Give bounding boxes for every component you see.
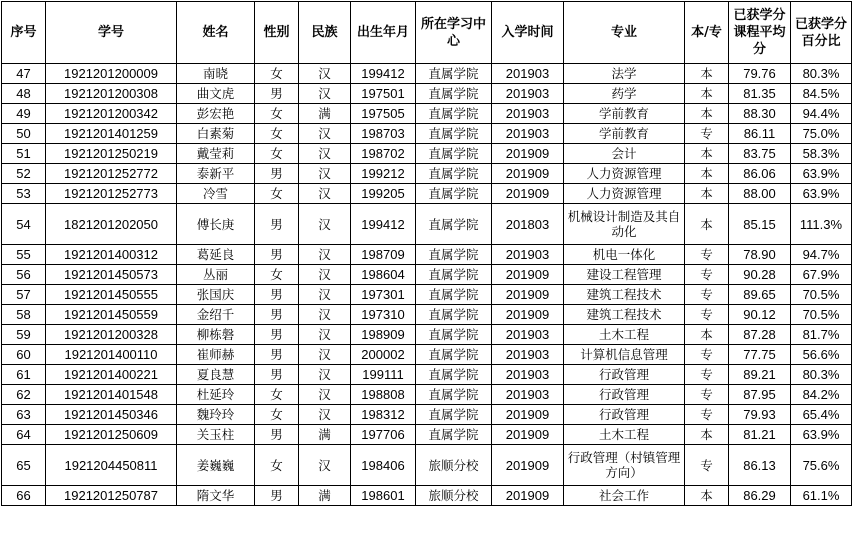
table-cell: 198709	[351, 245, 416, 265]
table-cell: 201909	[492, 144, 564, 164]
table-cell: 75.0%	[791, 124, 852, 144]
table-cell: 81.35	[729, 84, 791, 104]
table-row	[2, 245, 852, 265]
table-cell: 本	[685, 104, 729, 124]
table-cell: 65	[2, 445, 46, 486]
table-cell: 55	[2, 245, 46, 265]
table-row	[2, 84, 852, 104]
table-cell: 48	[2, 84, 46, 104]
table-row	[2, 265, 852, 285]
table-cell: 50	[2, 124, 46, 144]
table-cell: 直属学院	[416, 124, 492, 144]
table-cell: 专	[685, 385, 729, 405]
table-cell: 男	[255, 325, 299, 345]
table-cell: 满	[299, 486, 351, 506]
table-cell: 专	[685, 265, 729, 285]
table-cell: 201903	[492, 345, 564, 365]
table-cell: 70.5%	[791, 305, 852, 325]
table-cell: 专	[685, 305, 729, 325]
table-cell: 201903	[492, 325, 564, 345]
table-cell: 81.21	[729, 425, 791, 445]
table-cell: 彭宏艳	[177, 104, 255, 124]
table-cell: 建设工程管理	[564, 265, 685, 285]
table-cell: 1921201252772	[46, 164, 177, 184]
header-cell: 民族	[299, 2, 351, 64]
table-cell: 198703	[351, 124, 416, 144]
table-cell: 201903	[492, 64, 564, 84]
table-cell: 1921201200009	[46, 64, 177, 84]
table-cell: 94.7%	[791, 245, 852, 265]
table-cell: 1921201450346	[46, 405, 177, 425]
table-cell: 直属学院	[416, 365, 492, 385]
table-cell: 直属学院	[416, 345, 492, 365]
table-cell: 201903	[492, 245, 564, 265]
header-cell: 姓名	[177, 2, 255, 64]
table-cell: 201909	[492, 285, 564, 305]
table-cell: 曲文虎	[177, 84, 255, 104]
table-cell: 专	[685, 285, 729, 305]
table-cell: 专	[685, 245, 729, 265]
table-cell: 汉	[299, 164, 351, 184]
table-cell: 本	[685, 325, 729, 345]
table-cell: 本	[685, 204, 729, 245]
table-cell: 1821201202050	[46, 204, 177, 245]
table-cell: 1921201200328	[46, 325, 177, 345]
table-cell: 1921201401259	[46, 124, 177, 144]
table-cell: 直属学院	[416, 425, 492, 445]
table-cell: 86.06	[729, 164, 791, 184]
header-cell: 已获学分课程平均分	[729, 2, 791, 64]
table-cell: 法学	[564, 64, 685, 84]
table-cell: 旅顺分校	[416, 486, 492, 506]
table-cell: 行政管理	[564, 385, 685, 405]
table-cell: 会计	[564, 144, 685, 164]
table-cell: 1921201400221	[46, 365, 177, 385]
table-cell: 女	[255, 124, 299, 144]
table-cell: 女	[255, 64, 299, 84]
table-cell: 198909	[351, 325, 416, 345]
table-row	[2, 445, 852, 486]
header-cell: 专业	[564, 2, 685, 64]
table-row	[2, 365, 852, 385]
table-cell: 61	[2, 365, 46, 385]
table-cell: 1921201252773	[46, 184, 177, 204]
table-cell: 201803	[492, 204, 564, 245]
table-cell: 201903	[492, 84, 564, 104]
table-cell: 本	[685, 64, 729, 84]
table-cell: 男	[255, 305, 299, 325]
table-cell: 198601	[351, 486, 416, 506]
table-cell: 79.76	[729, 64, 791, 84]
student-records-table	[1, 1, 852, 506]
table-cell: 白素菊	[177, 124, 255, 144]
table-cell: 男	[255, 345, 299, 365]
table-cell: 64	[2, 425, 46, 445]
table-cell: 80.3%	[791, 64, 852, 84]
table-cell: 土木工程	[564, 325, 685, 345]
header-cell: 所在学习中心	[416, 2, 492, 64]
table-cell: 201909	[492, 445, 564, 486]
table-cell: 金绍千	[177, 305, 255, 325]
table-cell: 专	[685, 345, 729, 365]
table-cell: 56	[2, 265, 46, 285]
table-cell: 行政管理	[564, 405, 685, 425]
table-cell: 201909	[492, 425, 564, 445]
table-cell: 本	[685, 425, 729, 445]
table-cell: 直属学院	[416, 265, 492, 285]
table-cell: 直属学院	[416, 405, 492, 425]
table-cell: 男	[255, 204, 299, 245]
table-cell: 63.9%	[791, 184, 852, 204]
table-cell: 魏玲玲	[177, 405, 255, 425]
table-cell: 81.7%	[791, 325, 852, 345]
header-cell: 本/专	[685, 2, 729, 64]
table-cell: 1921201400312	[46, 245, 177, 265]
table-cell: 汉	[299, 345, 351, 365]
table-cell: 傅长庚	[177, 204, 255, 245]
table-cell: 58	[2, 305, 46, 325]
table-cell: 70.5%	[791, 285, 852, 305]
table-cell: 90.12	[729, 305, 791, 325]
table-cell: 丛丽	[177, 265, 255, 285]
table-cell: 197310	[351, 305, 416, 325]
table-row	[2, 144, 852, 164]
table-cell: 57	[2, 285, 46, 305]
table-cell: 姜巍巍	[177, 445, 255, 486]
table-cell: 建筑工程技术	[564, 285, 685, 305]
table-cell: 男	[255, 425, 299, 445]
table-cell: 201909	[492, 265, 564, 285]
table-cell: 社会工作	[564, 486, 685, 506]
header-cell: 学号	[46, 2, 177, 64]
table-cell: 汉	[299, 64, 351, 84]
table-cell: 198312	[351, 405, 416, 425]
table-cell: 201909	[492, 486, 564, 506]
table-cell: 满	[299, 425, 351, 445]
table-cell: 1921201400110	[46, 345, 177, 365]
table-cell: 83.75	[729, 144, 791, 164]
table-cell: 夏良慧	[177, 365, 255, 385]
table-row	[2, 305, 852, 325]
table-cell: 1921201250609	[46, 425, 177, 445]
table-body	[2, 64, 852, 506]
table-cell: 药学	[564, 84, 685, 104]
table-cell: 86.11	[729, 124, 791, 144]
table-cell: 201909	[492, 184, 564, 204]
table-row	[2, 325, 852, 345]
table-cell: 63.9%	[791, 425, 852, 445]
table-cell: 201909	[492, 405, 564, 425]
table-cell: 行政管理（村镇管理方向）	[564, 445, 685, 486]
table-cell: 90.28	[729, 265, 791, 285]
table-row	[2, 124, 852, 144]
table-cell: 67.9%	[791, 265, 852, 285]
table-cell: 女	[255, 385, 299, 405]
table-cell: 直属学院	[416, 285, 492, 305]
table-cell: 198406	[351, 445, 416, 486]
table-cell: 1921201450555	[46, 285, 177, 305]
table-cell: 201909	[492, 164, 564, 184]
header-row	[2, 2, 852, 64]
table-row	[2, 405, 852, 425]
table-cell: 1921204450811	[46, 445, 177, 486]
table-cell: 201909	[492, 305, 564, 325]
table-cell: 88.00	[729, 184, 791, 204]
table-cell: 本	[685, 184, 729, 204]
table-cell: 63	[2, 405, 46, 425]
table-cell: 201903	[492, 365, 564, 385]
table-cell: 1921201250219	[46, 144, 177, 164]
table-cell: 75.6%	[791, 445, 852, 486]
table-cell: 汉	[299, 204, 351, 245]
table-cell: 本	[685, 84, 729, 104]
table-cell: 111.3%	[791, 204, 852, 245]
table-cell: 汉	[299, 305, 351, 325]
table-cell: 60	[2, 345, 46, 365]
table-cell: 89.65	[729, 285, 791, 305]
table-cell: 197301	[351, 285, 416, 305]
table-cell: 男	[255, 164, 299, 184]
table-cell: 89.21	[729, 365, 791, 385]
table-cell: 柳栋磐	[177, 325, 255, 345]
table-cell: 女	[255, 445, 299, 486]
table-cell: 专	[685, 445, 729, 486]
header-cell: 性别	[255, 2, 299, 64]
table-cell: 隋文华	[177, 486, 255, 506]
table-cell: 1921201401548	[46, 385, 177, 405]
table-cell: 专	[685, 124, 729, 144]
table-cell: 94.4%	[791, 104, 852, 124]
table-cell: 男	[255, 245, 299, 265]
table-cell: 专	[685, 365, 729, 385]
table-cell: 86.29	[729, 486, 791, 506]
table-cell: 直属学院	[416, 64, 492, 84]
table-cell: 汉	[299, 385, 351, 405]
table-cell: 87.95	[729, 385, 791, 405]
table-cell: 汉	[299, 245, 351, 265]
table-cell: 男	[255, 84, 299, 104]
table-cell: 汉	[299, 285, 351, 305]
table-cell: 1921201250787	[46, 486, 177, 506]
table-cell: 201903	[492, 104, 564, 124]
table-cell: 女	[255, 184, 299, 204]
table-cell: 汉	[299, 405, 351, 425]
table-cell: 197505	[351, 104, 416, 124]
table-cell: 汉	[299, 325, 351, 345]
table-cell: 201903	[492, 124, 564, 144]
table-cell: 学前教育	[564, 104, 685, 124]
table-cell: 53	[2, 184, 46, 204]
table-cell: 86.13	[729, 445, 791, 486]
table-cell: 旅顺分校	[416, 445, 492, 486]
table-cell: 52	[2, 164, 46, 184]
table-cell: 87.28	[729, 325, 791, 345]
table-cell: 79.93	[729, 405, 791, 425]
table-cell: 84.2%	[791, 385, 852, 405]
table-cell: 南晓	[177, 64, 255, 84]
table-cell: 汉	[299, 265, 351, 285]
table-cell: 直属学院	[416, 305, 492, 325]
table-cell: 直属学院	[416, 325, 492, 345]
table-cell: 54	[2, 204, 46, 245]
table-cell: 本	[685, 486, 729, 506]
table-cell: 78.90	[729, 245, 791, 265]
table-cell: 直属学院	[416, 164, 492, 184]
table-row	[2, 425, 852, 445]
table-cell: 1921201450559	[46, 305, 177, 325]
table-cell: 66	[2, 486, 46, 506]
table-cell: 197706	[351, 425, 416, 445]
table-cell: 张国庆	[177, 285, 255, 305]
table-cell: 201903	[492, 385, 564, 405]
table-cell: 200002	[351, 345, 416, 365]
header-cell: 序号	[2, 2, 46, 64]
table-cell: 葛延良	[177, 245, 255, 265]
table-cell: 85.15	[729, 204, 791, 245]
table-cell: 65.4%	[791, 405, 852, 425]
table-cell: 1921201450573	[46, 265, 177, 285]
table-cell: 51	[2, 144, 46, 164]
table-cell: 59	[2, 325, 46, 345]
table-row	[2, 64, 852, 84]
table-cell: 崔师赫	[177, 345, 255, 365]
table-cell: 63.9%	[791, 164, 852, 184]
table-row	[2, 385, 852, 405]
table-cell: 汉	[299, 184, 351, 204]
table-cell: 47	[2, 64, 46, 84]
table-cell: 土木工程	[564, 425, 685, 445]
table-cell: 直属学院	[416, 104, 492, 124]
table-row	[2, 184, 852, 204]
table-cell: 56.6%	[791, 345, 852, 365]
table-cell: 直属学院	[416, 385, 492, 405]
table-cell: 61.1%	[791, 486, 852, 506]
table-cell: 杜延玲	[177, 385, 255, 405]
table-row	[2, 486, 852, 506]
table-cell: 女	[255, 265, 299, 285]
table-cell: 冷雪	[177, 184, 255, 204]
table-cell: 汉	[299, 144, 351, 164]
table-cell: 汉	[299, 365, 351, 385]
table-cell: 女	[255, 405, 299, 425]
table-cell: 直属学院	[416, 204, 492, 245]
table-cell: 机电一体化	[564, 245, 685, 265]
table-cell: 汉	[299, 84, 351, 104]
table-cell: 机械设计制造及其自动化	[564, 204, 685, 245]
table-cell: 199212	[351, 164, 416, 184]
table-cell: 男	[255, 285, 299, 305]
table-cell: 男	[255, 486, 299, 506]
table-cell: 199111	[351, 365, 416, 385]
table-cell: 汉	[299, 445, 351, 486]
table-cell: 行政管理	[564, 365, 685, 385]
table-cell: 62	[2, 385, 46, 405]
table-cell: 77.75	[729, 345, 791, 365]
table-cell: 本	[685, 144, 729, 164]
table-cell: 88.30	[729, 104, 791, 124]
table-cell: 计算机信息管理	[564, 345, 685, 365]
table-cell: 本	[685, 164, 729, 184]
table-cell: 1921201200308	[46, 84, 177, 104]
table-cell: 199412	[351, 204, 416, 245]
table-cell: 人力资源管理	[564, 184, 685, 204]
header-cell: 入学时间	[492, 2, 564, 64]
table-cell: 1921201200342	[46, 104, 177, 124]
table-cell: 女	[255, 104, 299, 124]
table-cell: 男	[255, 365, 299, 385]
table-cell: 198702	[351, 144, 416, 164]
table-row	[2, 164, 852, 184]
table-cell: 满	[299, 104, 351, 124]
table-cell: 汉	[299, 124, 351, 144]
table-cell: 84.5%	[791, 84, 852, 104]
table-cell: 专	[685, 405, 729, 425]
table-row	[2, 104, 852, 124]
header-cell: 出生年月	[351, 2, 416, 64]
table-cell: 49	[2, 104, 46, 124]
table-cell: 学前教育	[564, 124, 685, 144]
table-row	[2, 204, 852, 245]
table-cell: 198808	[351, 385, 416, 405]
header-cell: 已获学分百分比	[791, 2, 852, 64]
table-row	[2, 345, 852, 365]
table-cell: 58.3%	[791, 144, 852, 164]
table-cell: 197501	[351, 84, 416, 104]
table-cell: 直属学院	[416, 84, 492, 104]
table-row	[2, 285, 852, 305]
table-cell: 直属学院	[416, 184, 492, 204]
table-cell: 198604	[351, 265, 416, 285]
table-cell: 戴莹莉	[177, 144, 255, 164]
table-cell: 人力资源管理	[564, 164, 685, 184]
table-cell: 80.3%	[791, 365, 852, 385]
table-cell: 199205	[351, 184, 416, 204]
table-cell: 直属学院	[416, 245, 492, 265]
table-cell: 199412	[351, 64, 416, 84]
table-cell: 建筑工程技术	[564, 305, 685, 325]
table-cell: 泰新平	[177, 164, 255, 184]
table-cell: 直属学院	[416, 144, 492, 164]
table-cell: 女	[255, 144, 299, 164]
table-cell: 关玉柱	[177, 425, 255, 445]
